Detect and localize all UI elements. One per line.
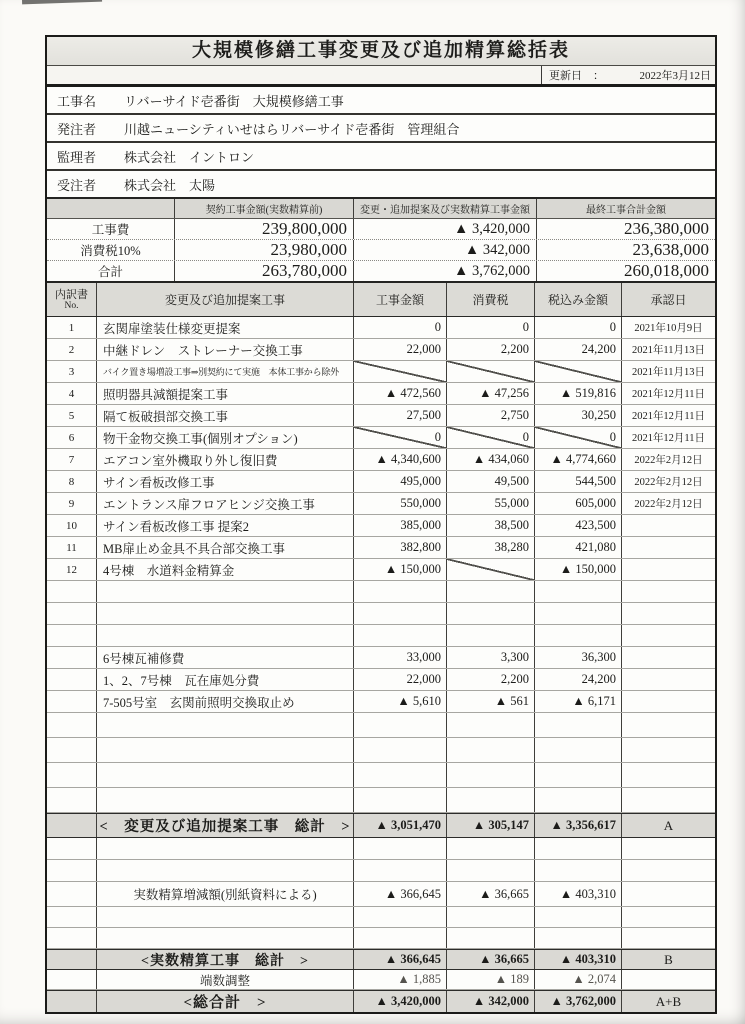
info-label: 工事名	[57, 93, 97, 109]
cell-tax	[447, 361, 535, 382]
cell-tax: ▲ 561	[447, 691, 535, 712]
info-label: 監理者	[57, 149, 97, 165]
cell-tax: ▲ 434,060	[447, 449, 535, 470]
cell-amount: 0	[354, 427, 447, 448]
cell-date: A	[663, 817, 674, 833]
cell-total: 0	[535, 427, 622, 448]
cell-change-amount: ▲ 3,420,000	[354, 219, 537, 239]
cell-date	[622, 860, 715, 881]
cell-date	[622, 603, 715, 624]
info-row	[47, 87, 715, 115]
cell-tax	[447, 907, 535, 927]
cell-no	[47, 970, 97, 989]
cell-total: ▲ 403,310	[535, 882, 622, 906]
cell-total: ▲ 2,074	[535, 970, 622, 989]
cell-date	[622, 970, 715, 989]
cell-amount: ▲ 366,645	[354, 950, 447, 969]
table-row	[47, 713, 715, 738]
cell-total: ▲ 3,356,617	[535, 814, 622, 837]
cell-date: B	[664, 951, 673, 967]
cell-date	[622, 537, 715, 558]
cell-date	[622, 647, 715, 668]
cell-date: 2022年2月12日	[634, 477, 703, 488]
table-row	[47, 449, 715, 471]
scan-edge-artifact	[22, 0, 102, 4]
cell-amount: ▲ 4,340,600	[354, 449, 447, 470]
cell-desc: サイン看板改修工事 提案2	[97, 515, 354, 536]
cell-date: A+B	[655, 993, 682, 1009]
cell-date	[622, 928, 715, 948]
table-row	[47, 405, 715, 427]
cell-tax: ▲ 36,665	[447, 950, 535, 969]
header-no-line2: No.	[64, 300, 79, 311]
cell-no: 8	[47, 471, 97, 492]
cell-desc	[97, 928, 354, 948]
table-row	[47, 625, 715, 647]
cell-amount: ▲ 3,051,470	[354, 814, 447, 837]
cell-date	[622, 669, 715, 690]
project-info-section	[47, 87, 715, 197]
summary-row-label: 工事費	[47, 219, 175, 239]
summary-header-cell: 契約工事金額(実数精算前)	[175, 199, 354, 218]
table-row	[47, 537, 715, 559]
cell-desc: 隔て板破損部交換工事	[97, 405, 354, 426]
cell-amount	[354, 763, 447, 787]
update-date-label: 更新日 ：	[549, 70, 604, 82]
table-row	[47, 383, 715, 405]
info-value: リバーサイド壱番街 大規模修繕工事	[124, 93, 344, 109]
table-row	[47, 691, 715, 713]
info-label: 発注者	[57, 121, 97, 137]
cell-amount: 495,000	[354, 471, 447, 492]
cell-desc: 照明器具減額提案工事	[97, 383, 354, 404]
cell-total: ▲ 3,762,000	[535, 991, 622, 1012]
cell-date	[622, 907, 715, 927]
cell-total	[535, 603, 622, 624]
cell-no	[47, 882, 97, 906]
cell-amount: 382,800	[354, 537, 447, 558]
cell-total	[535, 361, 622, 382]
cell-no	[47, 788, 97, 812]
cell-amount: 385,000	[354, 515, 447, 536]
cell-tax: 38,500	[447, 515, 535, 536]
cell-desc: MB扉止め金具不具合部交換工事	[97, 537, 354, 558]
cell-desc	[97, 738, 354, 762]
cell-date	[622, 838, 715, 859]
cell-no: 1	[47, 317, 97, 338]
cell-tax: 55,000	[447, 493, 535, 514]
cell-date	[622, 713, 715, 737]
cell-total	[535, 788, 622, 812]
cell-amount: ▲ 366,645	[354, 882, 447, 906]
cell-desc: 実数精算増減額(別紙資料による)	[97, 882, 354, 906]
cell-tax	[447, 928, 535, 948]
cell-desc: 1、2、7号棟 瓦在庫処分費	[97, 669, 354, 690]
cell-desc	[97, 603, 354, 624]
cell-date	[622, 763, 715, 787]
cell-desc	[97, 713, 354, 737]
cell-desc	[97, 838, 354, 859]
cell-no	[47, 603, 97, 624]
cell-tax: ▲ 47,256	[447, 383, 535, 404]
cell-date: 2021年10月9日	[634, 323, 703, 334]
info-value: 株式会社 太陽	[124, 177, 216, 193]
cell-amount: ▲ 1,885	[354, 970, 447, 989]
summary-row-label: 消費税10%	[47, 240, 175, 260]
cell-final-amount: 260,018,000	[624, 261, 709, 280]
cell-date	[622, 788, 715, 812]
cell-amount	[354, 738, 447, 762]
cell-no: 3	[47, 361, 97, 382]
cell-no: 4	[47, 383, 97, 404]
summary-header-row	[47, 199, 715, 219]
table-row	[47, 471, 715, 493]
cell-no: 9	[47, 493, 97, 514]
cell-tax: 2,200	[447, 669, 535, 690]
cell-tax	[447, 763, 535, 787]
table-row	[47, 427, 715, 449]
cell-desc: <総合計 >	[97, 991, 354, 1012]
cell-desc: 4号棟 水道料金精算金	[97, 559, 354, 580]
cell-no: 7	[47, 449, 97, 470]
cell-desc: <実数精算工事 総計 >	[97, 950, 354, 969]
table-row	[47, 907, 715, 928]
summary-header-cell: 変更・追加提案及び実数精算工事金額	[354, 199, 537, 218]
cell-total: 544,500	[535, 471, 622, 492]
cell-total: ▲ 150,000	[535, 559, 622, 580]
header-no	[47, 283, 97, 316]
cell-desc: 6号棟瓦補修費	[97, 647, 354, 668]
info-row	[47, 171, 715, 197]
cell-final-amount: 236,380,000	[624, 219, 709, 238]
table-row	[47, 581, 715, 603]
settlement-summary-sheet	[45, 35, 717, 1014]
cell-desc	[97, 860, 354, 881]
cell-contract-amount: 23,980,000	[175, 240, 354, 260]
cell-date: 2021年12月11日	[631, 411, 706, 422]
cell-desc: 中継ドレン ストレーナー交換工事	[97, 339, 354, 360]
info-row	[47, 115, 715, 143]
cell-amount: ▲ 150,000	[354, 559, 447, 580]
cell-no: 6	[47, 427, 97, 448]
summary-row	[47, 240, 715, 261]
cell-no: 10	[47, 515, 97, 536]
cell-no	[47, 647, 97, 668]
cell-total	[535, 763, 622, 787]
cell-change-amount: ▲ 3,762,000	[354, 261, 537, 281]
cell-date: 2021年12月11日	[631, 389, 706, 400]
cell-amount	[354, 838, 447, 859]
cell-date	[622, 691, 715, 712]
cell-desc: 物干金物交換工事(個別オプション)	[97, 427, 354, 448]
table-row	[47, 515, 715, 537]
summary-header-cell: 最終工事合計金額	[586, 205, 666, 216]
cell-amount	[354, 603, 447, 624]
cell-total	[535, 907, 622, 927]
table-row	[47, 970, 715, 990]
cell-no: 11	[47, 537, 97, 558]
cell-date: 2022年2月12日	[634, 499, 703, 510]
cell-total	[535, 860, 622, 881]
summary-row	[47, 219, 715, 240]
table-row	[47, 317, 715, 339]
cell-amount	[354, 581, 447, 602]
table-row	[47, 603, 715, 625]
cell-final-amount: 23,638,000	[632, 240, 709, 259]
cell-no	[47, 860, 97, 881]
update-date-value: 2022年3月12日	[639, 70, 711, 82]
table-row	[47, 990, 715, 1012]
cell-date	[622, 515, 715, 536]
cell-total	[535, 738, 622, 762]
cell-tax	[447, 788, 535, 812]
cell-amount	[354, 713, 447, 737]
cell-tax: 2,200	[447, 339, 535, 360]
cell-tax	[447, 559, 535, 580]
main-table-body	[47, 317, 715, 1012]
info-label: 受注者	[57, 177, 97, 193]
cell-total: 421,080	[535, 537, 622, 558]
table-row	[47, 669, 715, 691]
cell-date	[622, 559, 715, 580]
summary-row-label: 合計	[47, 261, 175, 281]
cell-no	[47, 691, 97, 712]
cell-total	[535, 713, 622, 737]
info-value: 川越ニューシティいせはらリバーサイド壱番街 管理組合	[124, 121, 460, 137]
header-amount: 工事金額	[354, 283, 447, 316]
table-row	[47, 763, 715, 788]
cell-tax: ▲ 305,147	[447, 814, 535, 837]
table-row	[47, 928, 715, 949]
update-date-cell	[541, 66, 715, 84]
header-no-line1: 内訳書	[55, 288, 88, 301]
cell-amount: ▲ 5,610	[354, 691, 447, 712]
cell-desc	[97, 625, 354, 646]
cell-desc: 7-505号室 玄関前照明交換取止め	[97, 691, 354, 712]
cell-amount: 0	[354, 317, 447, 338]
cell-desc: バイク置き場増設工事⇒別契約にて実施 本体工事から除外	[97, 361, 354, 382]
cell-tax: ▲ 189	[447, 970, 535, 989]
cell-no	[47, 814, 97, 837]
cell-total: 24,200	[535, 339, 622, 360]
table-row	[47, 860, 715, 882]
cell-no	[47, 907, 97, 927]
cell-no	[47, 669, 97, 690]
cell-desc: エアコン室外機取り外し復旧費	[97, 449, 354, 470]
cell-desc: サイン看板改修工事	[97, 471, 354, 492]
cell-amount: 33,000	[354, 647, 447, 668]
page-title: 大規模修繕工事変更及び追加精算総括表	[47, 37, 715, 66]
cell-no	[47, 713, 97, 737]
cell-amount: 550,000	[354, 493, 447, 514]
cell-amount: 22,000	[354, 339, 447, 360]
update-row	[47, 66, 715, 87]
cell-total: ▲ 519,816	[535, 383, 622, 404]
cell-amount: ▲ 3,420,000	[354, 991, 447, 1012]
cell-date: 2021年11月13日	[631, 367, 706, 378]
summary-table	[47, 197, 715, 281]
cell-date: 2021年12月11日	[631, 433, 706, 444]
cell-date: 2021年11月13日	[631, 345, 706, 356]
info-value: 株式会社 イントロン	[124, 149, 255, 165]
cell-tax	[447, 838, 535, 859]
cell-tax	[447, 860, 535, 881]
cell-no	[47, 991, 97, 1012]
header-tax: 消費税	[447, 283, 535, 316]
cell-tax	[447, 713, 535, 737]
table-row	[47, 493, 715, 515]
cell-no: 2	[47, 339, 97, 360]
header-description: 変更及び追加提案工事	[97, 283, 354, 316]
header-total: 税込み金額	[535, 283, 622, 316]
cell-tax: 2,750	[447, 405, 535, 426]
cell-tax: 0	[447, 427, 535, 448]
cell-total: 423,500	[535, 515, 622, 536]
table-row	[47, 882, 715, 907]
cell-tax: 49,500	[447, 471, 535, 492]
cell-desc	[97, 763, 354, 787]
cell-amount	[354, 907, 447, 927]
cell-amount	[354, 928, 447, 948]
cell-date	[622, 738, 715, 762]
table-row	[47, 738, 715, 763]
table-row	[47, 361, 715, 383]
cell-no	[47, 763, 97, 787]
table-row	[47, 788, 715, 813]
cell-total: 36,300	[535, 647, 622, 668]
cell-no	[47, 738, 97, 762]
cell-desc: < 変更及び追加提案工事 総計 >	[97, 814, 354, 837]
cell-desc	[97, 788, 354, 812]
cell-date	[622, 625, 715, 646]
cell-no	[47, 581, 97, 602]
cell-tax	[447, 738, 535, 762]
cell-desc: 端数調整	[97, 970, 354, 989]
cell-amount: 27,500	[354, 405, 447, 426]
cell-tax	[447, 603, 535, 624]
cell-no: 5	[47, 405, 97, 426]
cell-total: 0	[535, 317, 622, 338]
info-row	[47, 143, 715, 171]
cell-no	[47, 625, 97, 646]
cell-total	[535, 581, 622, 602]
cell-contract-amount: 263,780,000	[175, 261, 354, 281]
cell-desc: 玄関扉塗装仕様変更提案	[97, 317, 354, 338]
cell-desc	[97, 581, 354, 602]
cell-no: 12	[47, 559, 97, 580]
cell-desc: エントランス扉フロアヒンジ交換工事	[97, 493, 354, 514]
cell-tax: ▲ 36,665	[447, 882, 535, 906]
main-table-header	[47, 281, 715, 317]
cell-tax: 3,300	[447, 647, 535, 668]
cell-change-amount: ▲ 342,000	[354, 240, 537, 260]
cell-amount: 22,000	[354, 669, 447, 690]
cell-date	[622, 882, 715, 906]
cell-amount	[354, 788, 447, 812]
cell-date: 2022年2月12日	[634, 455, 703, 466]
cell-total: ▲ 403,310	[535, 950, 622, 969]
table-row	[47, 949, 715, 970]
table-row	[47, 838, 715, 860]
cell-total	[535, 838, 622, 859]
cell-total: 30,250	[535, 405, 622, 426]
cell-total	[535, 928, 622, 948]
cell-tax: 38,280	[447, 537, 535, 558]
table-row	[47, 813, 715, 838]
summary-row	[47, 261, 715, 281]
cell-contract-amount: 239,800,000	[175, 219, 354, 239]
cell-total: ▲ 4,774,660	[535, 449, 622, 470]
table-row	[47, 647, 715, 669]
cell-no	[47, 950, 97, 969]
cell-desc	[97, 907, 354, 927]
cell-total: 605,000	[535, 493, 622, 514]
cell-no	[47, 838, 97, 859]
cell-amount	[354, 625, 447, 646]
cell-amount	[354, 361, 447, 382]
cell-amount	[354, 860, 447, 881]
cell-total: 24,200	[535, 669, 622, 690]
cell-tax: ▲ 342,000	[447, 991, 535, 1012]
cell-tax: 0	[447, 317, 535, 338]
cell-total	[535, 625, 622, 646]
cell-no	[47, 928, 97, 948]
table-row	[47, 559, 715, 581]
cell-total: ▲ 6,171	[535, 691, 622, 712]
cell-date	[622, 581, 715, 602]
cell-amount: ▲ 472,560	[354, 383, 447, 404]
header-approval-date: 承認日	[650, 293, 687, 307]
table-row	[47, 339, 715, 361]
cell-tax	[447, 581, 535, 602]
cell-tax	[447, 625, 535, 646]
summary-header-cell	[47, 199, 175, 218]
